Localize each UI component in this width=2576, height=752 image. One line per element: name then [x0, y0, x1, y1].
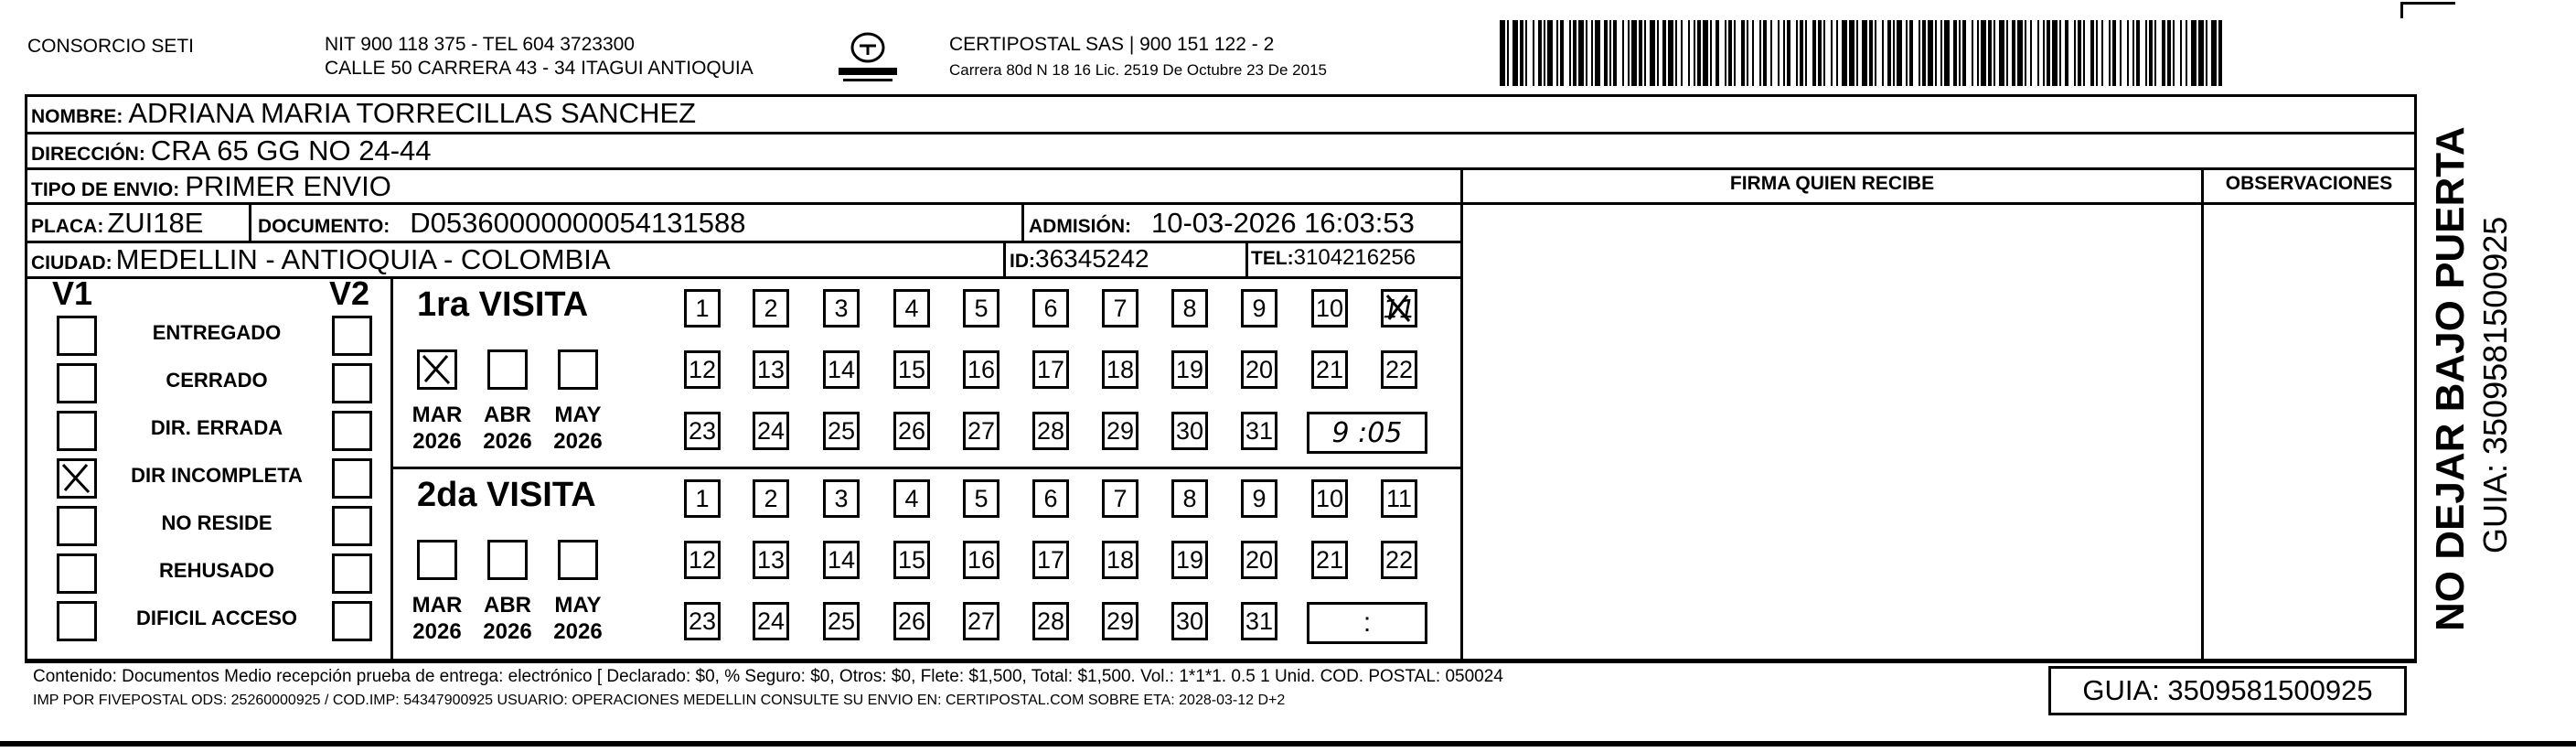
nombre-row: [31, 97, 696, 130]
barcode-bar: [2012, 20, 2015, 86]
id-row: [1010, 244, 1149, 274]
barcode-bar: [2167, 20, 2171, 86]
barcode-bar: [2198, 20, 2204, 86]
barcode-bar: [1578, 20, 1584, 86]
barcode-bar: [1716, 20, 1719, 86]
day-box[interactable]: 31: [1241, 412, 1277, 450]
status-label: DIR INCOMPLETA: [131, 464, 303, 487]
day-box[interactable]: 9: [1241, 479, 1277, 518]
barcode-bar: [1662, 20, 1666, 86]
day-box[interactable]: 12: [684, 541, 721, 579]
day-box[interactable]: 1: [684, 289, 721, 328]
barcode-bar: [2006, 20, 2008, 86]
month-name: MAR: [412, 593, 463, 618]
barcode-bar: [1586, 20, 1587, 86]
day-box[interactable]: 13: [753, 350, 789, 389]
visit-title: 2da VISITA: [417, 476, 596, 514]
barcode-bar: [1800, 20, 1803, 86]
barcode-bar: [1935, 20, 1937, 86]
day-box[interactable]: 28: [1032, 602, 1069, 640]
barcode-bar: [1972, 20, 1973, 86]
day-box[interactable]: 11: [1381, 479, 1417, 518]
v1-checkbox[interactable]: [57, 363, 97, 403]
barcode-bar: [1906, 20, 1908, 86]
barcode-bar: [1734, 20, 1736, 86]
day-box[interactable]: 2: [753, 289, 789, 328]
day-box[interactable]: 12: [684, 350, 721, 389]
barcode-bar: [1812, 20, 1816, 86]
month-label: [480, 592, 535, 645]
barcode-bar: [1604, 20, 1608, 86]
company-name: CONSORCIO SETI: [27, 36, 195, 57]
month-year: 2026: [412, 429, 462, 454]
barcode-bar: [1639, 20, 1642, 86]
side-guia: GUIA: 3509581500925: [2476, 216, 2514, 553]
status-label: DIFICIL ACCESO: [135, 607, 297, 629]
divider: [1245, 241, 1248, 276]
month-checkbox[interactable]: [417, 349, 457, 390]
day-box[interactable]: 8: [1171, 289, 1208, 328]
day-box[interactable]: 8: [1171, 479, 1208, 518]
barcode-bar: [1688, 20, 1690, 86]
placa-label: PLACA:: [31, 216, 104, 237]
admision-label: ADMISIÓN:: [1029, 216, 1131, 237]
barcode-bar: [1741, 20, 1745, 86]
barcode-bar: [1783, 20, 1785, 86]
carrier-name: CERTIPOSTAL SAS | 900 151 122 - 2: [949, 34, 1275, 55]
day-box[interactable]: 2: [753, 479, 789, 518]
footer-contenido: Contenido: Documentos Medio recepción prueba de entrega: electrónico [ Declarado: $0, % Seguro: $0, Otros: $0, Flete: $1,500, Total: $1,500. Vol.: 1*1*1. 0.5 1 Unid. COD. POSTAL: 050024: [33, 667, 1503, 686]
barcode-bar: [2186, 20, 2187, 86]
day-box[interactable]: 9: [1241, 289, 1277, 328]
barcode-bar: [1512, 20, 1518, 86]
day-box[interactable]: 20: [1241, 541, 1277, 579]
v2-checkbox[interactable]: [332, 553, 372, 594]
v2-checkbox[interactable]: [332, 316, 372, 356]
barcode-bar: [1609, 20, 1611, 86]
barcode-bar: [2145, 20, 2147, 86]
barcode-bar: [2052, 20, 2058, 86]
day-box[interactable]: 14: [823, 350, 860, 389]
barcode-bar: [2211, 20, 2217, 86]
barcode-bar: [1981, 20, 1986, 86]
barcode-bar: [1697, 20, 1701, 86]
barcode-bar: [1959, 20, 1961, 86]
barcode-bar: [1538, 20, 1542, 86]
admision-row: [1029, 207, 1415, 240]
barcode-bar: [1675, 20, 1677, 86]
barcode-bar: [2109, 20, 2111, 86]
month-checkbox[interactable]: [558, 540, 598, 580]
barcode-bar: [2074, 20, 2076, 86]
divider: [390, 467, 1460, 469]
ciudad-value: MEDELLIN - ANTIOQUIA - COLOMBIA: [115, 243, 611, 275]
barcode-bar: [1747, 20, 1748, 86]
day-box[interactable]: 22: [1381, 541, 1417, 579]
barcode-bar: [1573, 20, 1577, 86]
barcode-bar: [2127, 20, 2129, 86]
day-box[interactable]: 10: [1311, 289, 1348, 328]
time-box[interactable]: :: [1307, 602, 1427, 644]
barcode-bar: [1525, 20, 1527, 86]
month-checkbox[interactable]: [558, 349, 598, 390]
barcode-bar: [1909, 20, 1913, 86]
barcode-bar: [2180, 20, 2182, 86]
barcode-bar: [1922, 20, 1926, 86]
barcode-bar: [1560, 20, 1564, 86]
status-label: DIR. ERRADA: [150, 416, 283, 439]
status-label: CERRADO: [166, 369, 268, 392]
divider: [25, 276, 1460, 279]
v2-label: V2: [329, 274, 370, 312]
barcode-bar: [1710, 20, 1712, 86]
divider: [25, 659, 2417, 661]
barcode-bar: [1613, 20, 1617, 86]
month-year: 2026: [412, 619, 462, 644]
barcode-bar: [2025, 20, 2026, 86]
barcode-bar: [1759, 20, 1761, 86]
direccion-row: [31, 134, 432, 167]
barcode-bar: [1595, 20, 1600, 86]
day-box[interactable]: 26: [893, 412, 930, 450]
month-checkbox[interactable]: [487, 540, 528, 580]
barcode-bar: [1862, 20, 1867, 86]
carrier-address: Carrera 80d N 18 16 Lic. 2519 De Octubre 23 De 2015: [949, 61, 1327, 79]
barcode-bar: [2096, 20, 2098, 86]
barcode-bar: [2101, 20, 2103, 86]
divider: [1021, 202, 1024, 241]
day-box[interactable]: 27: [963, 412, 999, 450]
tel-row: [1251, 245, 1416, 271]
day-box[interactable]: 1: [684, 479, 721, 518]
nit-line: NIT 900 118 375 - TEL 604 3723300: [325, 34, 635, 55]
v1-checkbox[interactable]: [57, 601, 97, 641]
barcode-bar: [2112, 20, 2116, 86]
day-box[interactable]: 11: [1381, 289, 1417, 328]
tipo-label: TIPO DE ENVIO:: [31, 179, 180, 200]
tel-value: 3104216256: [1293, 245, 1416, 270]
day-box[interactable]: 16: [963, 350, 999, 389]
documento-row: [258, 207, 745, 240]
day-box[interactable]: 24: [753, 602, 789, 640]
barcode-bar: [1752, 20, 1754, 86]
day-box[interactable]: 19: [1171, 350, 1208, 389]
barcode-bar: [2154, 20, 2156, 86]
barcode-bar: [2043, 20, 2045, 86]
barcode-bar: [2218, 20, 2222, 86]
barcode-bar: [1897, 20, 1902, 86]
day-box[interactable]: 29: [1102, 412, 1138, 450]
day-box[interactable]: 7: [1102, 479, 1138, 518]
barcode-bar: [1842, 20, 1847, 86]
day-box[interactable]: 5: [963, 289, 999, 328]
barcode-bar: [1869, 20, 1873, 86]
nombre-label: NOMBRE:: [31, 106, 123, 127]
barcode-bar: [2065, 20, 2068, 86]
day-box[interactable]: 15: [893, 541, 930, 579]
month-name: ABR: [484, 593, 531, 618]
day-box[interactable]: 4: [893, 479, 930, 518]
month-name: MAY: [554, 403, 602, 427]
barcode-bar: [1556, 20, 1558, 86]
barcode-bar: [1993, 20, 1995, 86]
barcode-bar: [2078, 20, 2081, 86]
day-box[interactable]: 21: [1311, 350, 1348, 389]
barcode-bar: [1547, 20, 1553, 86]
barcode-bar: [1644, 20, 1646, 86]
day-box[interactable]: 29: [1102, 602, 1138, 640]
v1-checkbox[interactable]: [57, 506, 97, 546]
barcode-bar: [1988, 20, 1992, 86]
barcode-bar: [1770, 20, 1772, 86]
observations-area[interactable]: [2204, 205, 2414, 659]
documento-label: DOCUMENTO:: [258, 216, 390, 237]
day-box[interactable]: 19: [1171, 541, 1208, 579]
day-box[interactable]: 18: [1102, 350, 1138, 389]
day-box[interactable]: 27: [963, 602, 999, 640]
id-value: 36345242: [1035, 244, 1149, 273]
day-box[interactable]: 26: [893, 602, 930, 640]
month-name: MAY: [554, 593, 602, 618]
ciudad-label: CIUDAD:: [31, 252, 112, 274]
barcode-bar: [1977, 20, 1979, 86]
barcode-bar: [1533, 20, 1534, 86]
day-box[interactable]: 15: [893, 350, 930, 389]
month-label: [550, 592, 605, 645]
barcode-bar: [1999, 20, 2004, 86]
footer-imp: IMP POR FIVEPOSTAL ODS: 25260000925 / COD.IMP: 54347900925 USUARIO: OPERACIONES MEDELLIN CONSULTE SU ENVIO EN: CERTIPOSTAL.COM SOBRE ETA: 2028-03-12 D+2: [33, 693, 1286, 708]
day-box[interactable]: 18: [1102, 541, 1138, 579]
day-box[interactable]: 3: [823, 289, 860, 328]
month-label: [550, 402, 605, 455]
barcode-bar: [1569, 20, 1571, 86]
barcode-bar: [1887, 20, 1891, 86]
day-box[interactable]: 10: [1311, 479, 1348, 518]
barcode-bar: [1940, 20, 1942, 86]
day-box[interactable]: 28: [1032, 412, 1069, 450]
month-name: MAR: [412, 403, 463, 427]
barcode-bar: [2132, 20, 2134, 86]
day-box[interactable]: 23: [684, 602, 721, 640]
direccion-value: CRA 65 GG NO 24-44: [150, 134, 432, 167]
status-label: NO RESIDE: [161, 511, 273, 534]
barcode-bar: [1919, 20, 1920, 86]
v2-checkbox[interactable]: [332, 411, 372, 451]
status-label: REHUSADO: [159, 559, 274, 582]
barcode-bar: [1805, 20, 1807, 86]
visit-title: 1ra VISITA: [417, 285, 589, 324]
barcode-bar: [1796, 20, 1798, 86]
v1-checkbox[interactable]: [57, 316, 97, 356]
v1-checkbox[interactable]: [57, 553, 97, 594]
month-checkbox[interactable]: [487, 349, 528, 390]
barcode-bar: [1953, 20, 1957, 86]
barcode-bar: [2191, 20, 2197, 86]
day-box[interactable]: 4: [893, 289, 930, 328]
month-year: 2026: [553, 619, 603, 644]
nombre-value: ADRIANA MARIA TORRECILLAS SANCHEZ: [128, 97, 697, 129]
v2-checkbox[interactable]: [332, 601, 372, 641]
v2-checkbox[interactable]: [332, 363, 372, 403]
month-name: ABR: [484, 403, 531, 427]
day-box[interactable]: 6: [1032, 289, 1069, 328]
barcode-bar: [1694, 20, 1695, 86]
barcode-bar: [1831, 20, 1833, 86]
barcode-bar: [2120, 20, 2122, 86]
observaciones-header: OBSERVACIONES: [2225, 173, 2393, 194]
month-label: [410, 592, 465, 645]
barcode-bar: [1728, 20, 1732, 86]
barcode-bar: [1628, 20, 1630, 86]
divider: [249, 202, 251, 241]
barcode-bar: [1507, 20, 1509, 86]
status-label: ENTREGADO: [152, 321, 282, 344]
barcode-bar: [2173, 20, 2175, 86]
month-year: 2026: [553, 429, 603, 454]
barcode-bar: [1875, 20, 1876, 86]
ciudad-row: [31, 243, 611, 276]
barcode-bar: [2136, 20, 2140, 86]
barcode-bar: [2090, 20, 2094, 86]
day-box[interactable]: 16: [963, 541, 999, 579]
placa-row: [31, 207, 203, 240]
v2-checkbox[interactable]: [332, 458, 372, 499]
barcode-bar: [1836, 20, 1838, 86]
month-label: [480, 402, 535, 455]
barcode-bar: [1591, 20, 1593, 86]
barcode-bar: [2059, 20, 2061, 86]
day-box[interactable]: 23: [684, 412, 721, 450]
barcode-bar: [1703, 20, 1708, 86]
id-label: ID:: [1010, 251, 1035, 272]
barcode-bar: [2149, 20, 2153, 86]
barcode-bar: [1725, 20, 1726, 86]
barcode-bar: [1823, 20, 1825, 86]
barcode-bar: [1668, 20, 1673, 86]
day-box[interactable]: 21: [1311, 541, 1348, 579]
day-box[interactable]: 22: [1381, 350, 1417, 389]
day-box[interactable]: 30: [1171, 602, 1208, 640]
day-box[interactable]: 17: [1032, 350, 1069, 389]
v2-checkbox[interactable]: [332, 506, 372, 546]
direccion-label: DIRECCIÓN:: [31, 144, 145, 165]
month-checkbox[interactable]: [417, 540, 457, 580]
month-label: [410, 402, 465, 455]
admision-value: 10-03-2026 16:03:53: [1151, 207, 1415, 239]
address-line: CALLE 50 CARRERA 43 - 34 ITAGUI ANTIOQUIA: [325, 58, 754, 79]
barcode-bar: [1631, 20, 1637, 86]
tipo-row: [31, 170, 391, 203]
barcode-bar: [1500, 20, 1505, 86]
barcode-bar: [1544, 20, 1545, 86]
footer-guia: GUIA: 3509581500925: [2048, 666, 2407, 715]
barcode-bar: [2083, 20, 2085, 86]
signature-area[interactable]: [1463, 205, 2201, 659]
v1-checkbox[interactable]: [57, 411, 97, 451]
barcode-bar: [2162, 20, 2165, 86]
barcode-bar: [1622, 20, 1624, 86]
divider: [1003, 241, 1006, 276]
day-box[interactable]: 13: [753, 541, 789, 579]
barcode-bar: [1763, 20, 1767, 86]
barcode-bar: [1893, 20, 1895, 86]
day-box[interactable]: 14: [823, 541, 860, 579]
barcode-bar: [2030, 20, 2032, 86]
day-box[interactable]: 17: [1032, 541, 1069, 579]
day-box[interactable]: 7: [1102, 289, 1138, 328]
day-box[interactable]: 20: [1241, 350, 1277, 389]
side-warning: NO DEJAR BAJO PUERTA: [2428, 126, 2473, 631]
barcode-bar: [1520, 20, 1523, 86]
v1-checkbox[interactable]: [57, 458, 97, 499]
barcode-bar: [2206, 20, 2207, 86]
tipo-value: PRIMER ENVIO: [185, 170, 391, 202]
barcode-bar: [1882, 20, 1884, 86]
barcode-bar: [2037, 20, 2039, 86]
certipostal-logo: [834, 27, 902, 84]
month-year: 2026: [483, 619, 532, 644]
barcode-bar: [1818, 20, 1822, 86]
corner-mark: [2400, 2, 2455, 5]
day-box[interactable]: 5: [963, 479, 999, 518]
day-box[interactable]: 25: [823, 602, 860, 640]
tel-label: TEL:: [1251, 248, 1294, 269]
barcode-bar: [1787, 20, 1790, 86]
barcode-bar: [1962, 20, 1966, 86]
barcode-bar: [1856, 20, 1858, 86]
day-box[interactable]: 25: [823, 412, 860, 450]
barcode-bar: [1778, 20, 1780, 86]
day-box[interactable]: 3: [823, 479, 860, 518]
day-box[interactable]: 24: [753, 412, 789, 450]
day-box[interactable]: 6: [1032, 479, 1069, 518]
placa-value: ZUI18E: [107, 207, 204, 239]
time-box[interactable]: 9 :05: [1307, 412, 1427, 454]
documento-value: D05360000000054131588: [410, 207, 746, 239]
barcode-bar: [1928, 20, 1933, 86]
barcode: [1500, 20, 2222, 86]
barcode-bar: [1657, 20, 1659, 86]
barcode-bar: [1681, 20, 1683, 86]
barcode-bar: [1944, 20, 1950, 86]
day-box[interactable]: 30: [1171, 412, 1208, 450]
barcode-bar: [2047, 20, 2050, 86]
bottom-rule: [0, 741, 2576, 747]
firma-header: FIRMA QUIEN RECIBE: [1729, 173, 1935, 194]
v1-label: V1: [52, 274, 93, 312]
month-year: 2026: [483, 429, 532, 454]
barcode-bar: [2017, 20, 2023, 86]
day-box[interactable]: 31: [1241, 602, 1277, 640]
barcode-bar: [1650, 20, 1655, 86]
barcode-bar: [1849, 20, 1855, 86]
